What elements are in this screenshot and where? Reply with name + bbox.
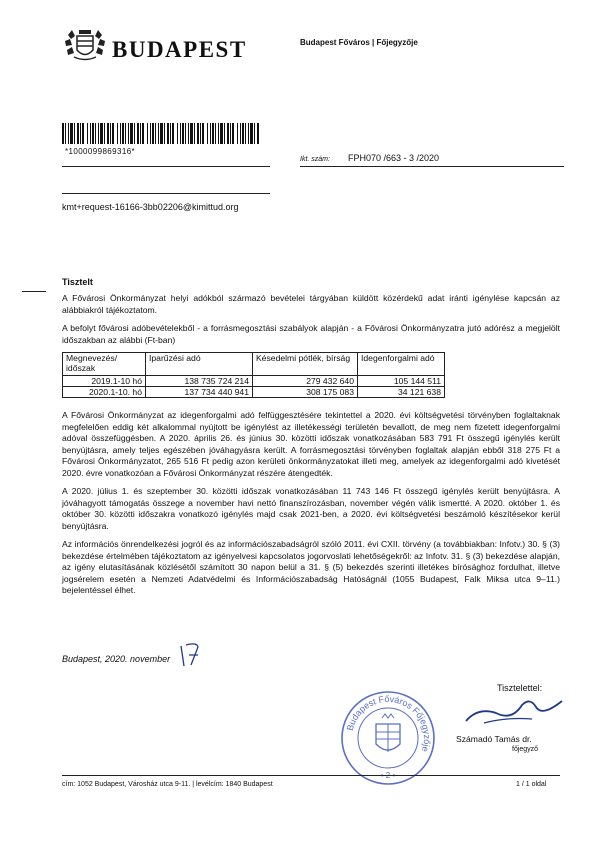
igenyles-paragraph: A 2020. július 1. és szeptember 30. közötti időszak vonatkozásában 11 743 146 Ft összegű igénylés került benyújtásra. A jóváhagyott támogatás összege a november havi nettó finanszírozásban, november végén válik ismertté. A 2020. október 1. és október 30. közötti időszakra vonatkozó igénylés majd csak 2021-ben, a 2020. évi költségvetési beszámoló készítésekor kerül benyújtásra. [62,486,560,531]
barcode [62,123,260,144]
footer-address: cím: 1052 Budapest, Városház utca 9-11. | levélcím: 1840 Budapest [62,781,273,788]
margin-mark [22,291,46,292]
table-intro-paragraph: A befolyt fővárosi adóbevételekből - a forrásmegosztási szabályok alapján - a Fővárosi Önkormányzatra jutó adórész a megjelölt időszakban az alábbi (Ft-ban) [62,323,560,345]
budapest-coat-of-arms-icon [62,27,108,63]
table-header-cell: Idegenforgalmi adó [358,353,445,376]
letter-date: Budapest, 2020. november [62,654,171,664]
idegenforgalmi-paragraph: A Fővárosi Önkormányzat az idegenforgalmi adó felfüggesztésére tekintettel a 2020. évi költségvetési törvényben foglaltaknak megfelelően eddig két alkalommal nyújtott be igénylést az illetékességi területén bevallott, de meg nem fizetett idegenforgalmi adóval összefüggésben. A 2020. április 26. és június 30. közötti időszak vonatkozásában 583 791 Ft összegű igénylés került benyújtásra, amely teljes egészében jóváhagyásra került. A forrásmegosztási törvényben foglaltak alapján ebből 318 275 Ft a Fővárosi Önkormányzatot, 265 516 Ft pedig azon kerületi önkormányzatokat illeti meg, amelyek az idegenforgalmi adó kivetését 2020. évre vonatkozóan a Fővárosi Önkormányzat részére átengedték. [62,410,560,478]
divider [62,166,270,167]
closing: Tisztelettel: [497,683,543,693]
letter-body-bottom [62,410,560,604]
divider [62,193,270,194]
table-cell: 2020.1-10. hó [63,387,146,398]
reference-number: FPH070 /663 - 3 /2020 [348,153,440,163]
divider [300,166,564,167]
signatory-role: főjegyző [512,746,539,753]
barcode-number: *1000099869316* [65,147,136,156]
official-stamp [340,690,436,786]
table-cell: 308 175 083 [253,387,358,398]
logo-text: BUDAPEST [112,37,247,62]
jogorvoslat-paragraph: Az információs önrendelkezési jogról és az információszabadságról szóló 2011. évi CXII. törvény (a továbbiakban: Infotv.) 30. § (3) bekezdése értelmében tájékoztatom az igényelvesi kapcsolatos jogorvoslati lehetőségekről: az Infotv. 31. § (3) bekezdése alapján, az igény elutasításának közlésétől számított 30 napon belül a 31. § (5) bekezdés szerinti illetékes bírósághoz fordulhat, illetve jogsérelem esetén a Nemzeti Adatvédelmi és Információszabadság Hatóságnál (1055 Budapest, Falk Miksa utca 9–11.) bejelentéssel élhet. [62,539,560,595]
stamp-text: Budapest Főváros Főjegyzője [344,693,433,754]
table-cell: 2019.1-10 hó [63,376,146,387]
table-cell: 137 734 440 941 [146,387,253,398]
table-cell: 279 432 640 [253,376,358,387]
letter-body-top [62,293,560,353]
recipient-email: kmt+request-16166-3bb02206@kimittud.org [62,202,239,212]
table-cell: 105 144 511 [358,376,445,387]
signature [462,693,568,729]
table-row [63,376,445,387]
table-header-cell: Megnevezés/ időszak [63,353,146,376]
table-cell: 138 735 724 214 [146,376,253,387]
table-header-row [63,353,445,376]
table-row [63,387,445,398]
table-header-cell: Késedelmi pótlék, bírság [253,353,358,376]
intro-paragraph: A Fővárosi Önkormányzat helyi adókból származó bevételei tárgyában küldött közérdekű adat iránti igénylése kapcsán az alábbiakról tájékoztatom. [62,293,560,315]
reference-label: Ikt. szám: [300,156,330,163]
table-cell: 34 121 638 [358,387,445,398]
salutation: Tisztelt [62,277,93,287]
handwritten-day [178,640,202,668]
signatory-name: Számadó Tamás dr. [456,734,532,744]
table-header-cell: Iparűzési adó [146,353,253,376]
footer-divider [62,775,560,776]
tax-revenue-table [62,352,445,398]
page-number: 1 / 1 oldal [516,781,547,788]
issuing-office: Budapest Főváros | Főjegyzője [300,38,418,47]
